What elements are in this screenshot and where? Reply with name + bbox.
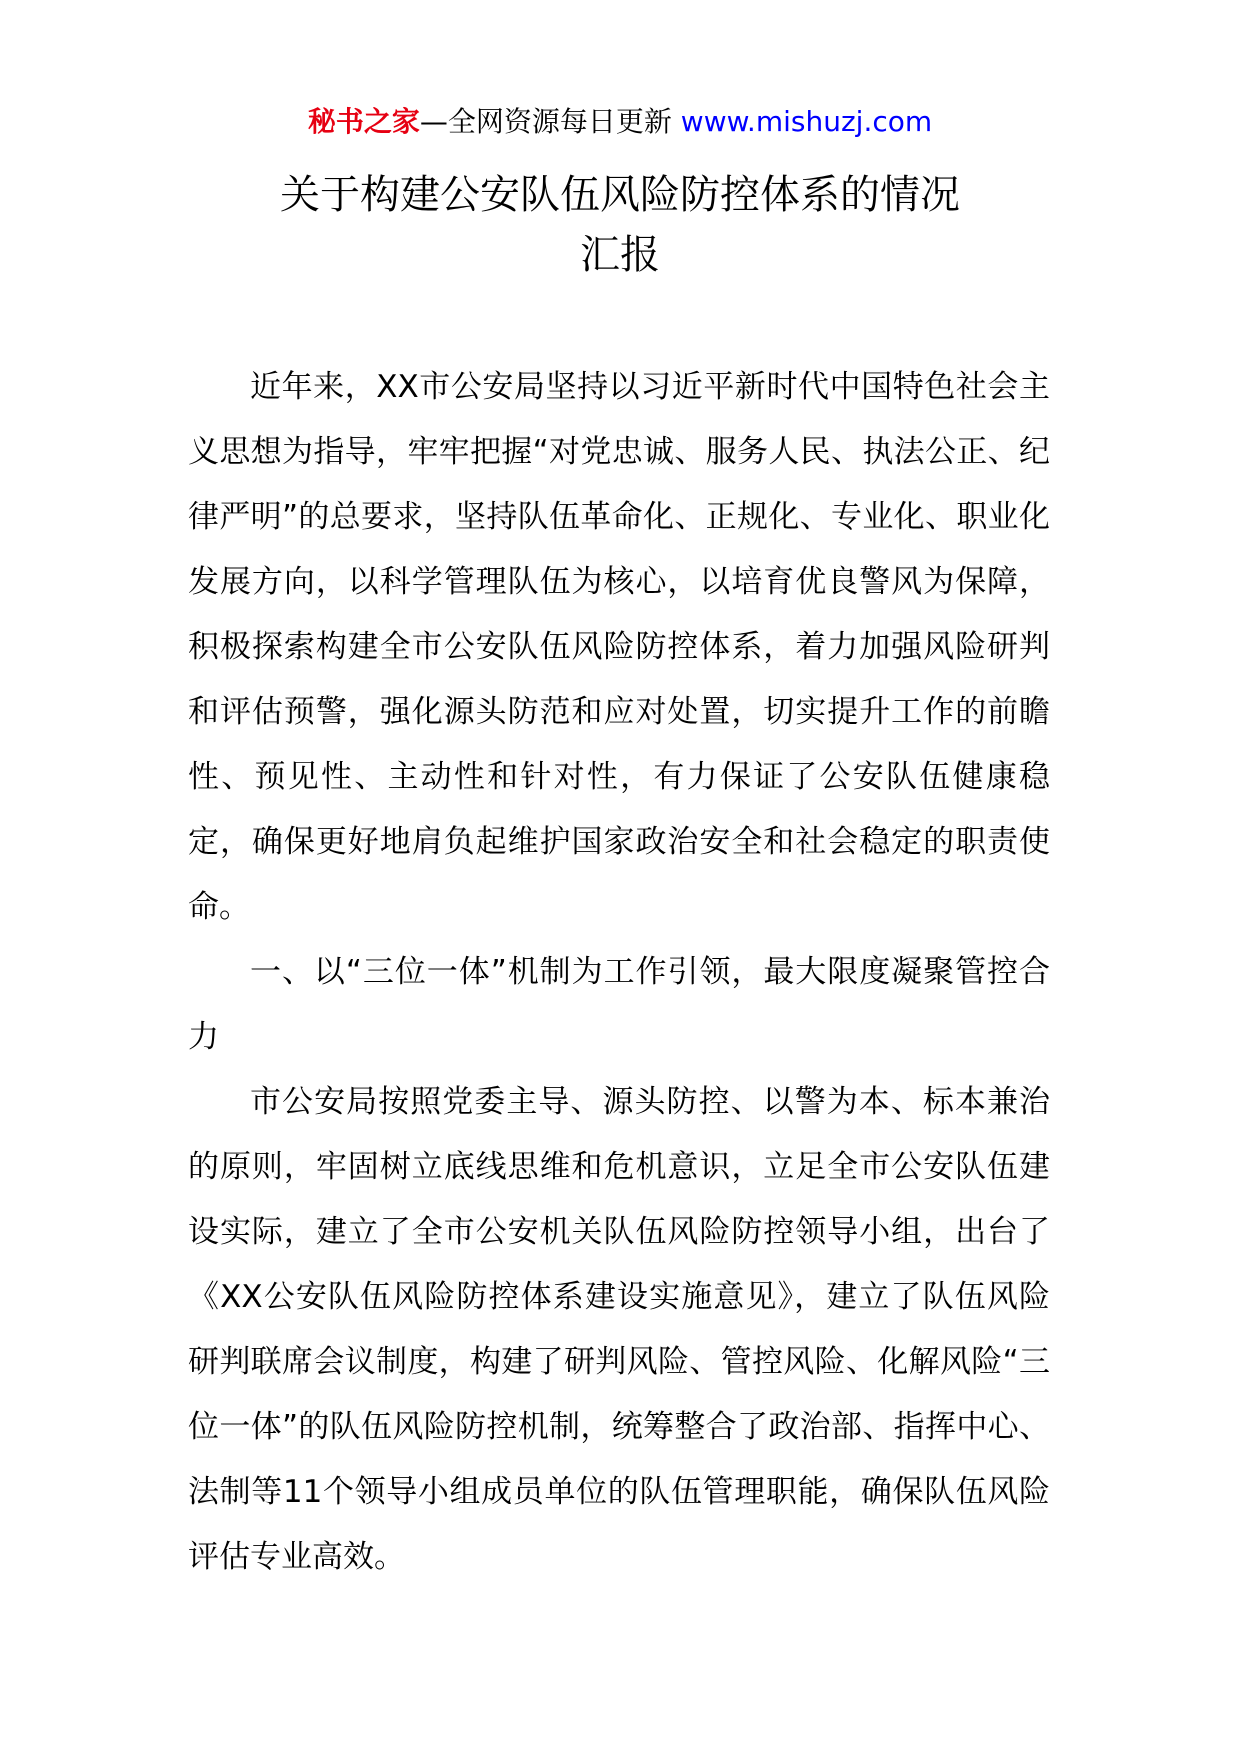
section-heading-1: 一、以“三位一体”机制为工作引领，最大限度凝聚管控合力 — [188, 954, 1050, 1055]
brand-name: 秘书之家 — [307, 105, 420, 138]
title-line-2: 汇报 — [580, 232, 660, 278]
title-line-1: 关于构建公安队伍风险防控体系的情况 — [280, 172, 960, 218]
body-paragraph-intro: 近年来，XX市公安局坚持以习近平新时代中国特色社会主义思想为指导，牢牢把握“对党忠诚、服务人民、执法公正、纪律严明”的总要求，坚持队伍革命化、正规化、专业化、职业化发展方向，以科学管理队伍为核心，以培育优良警风为保障，积极探索构建全市公安队伍风险防控体系，着力加强风险研判和评估预警，强化源头防范和应对处置，切实提升工作的前瞻性、预见性、主动性和针对性，有力保证了公安队伍健康稳定，确保更好地肩负起维护国家政治安全和社会稳定的职责使命。 — [188, 369, 1050, 925]
document-body — [188, 355, 1050, 1590]
site-url-link[interactable]: www.mishuzj.com — [680, 105, 933, 138]
body-paragraph-section-1: 市公安局按照党委主导、源头防控、以警为本、标本兼治的原则，牢固树立底线思维和危机意识，立足全市公安队伍建设实际，建立了全市公安机关队伍风险防控领导小组，出台了《XX公安队伍风险防控体系建设实施意见》，建立了队伍风险研判联席会议制度，构建了研判风险、管控风险、化解风险“三位一体”的队伍风险防控机制，统筹整合了政治部、指挥中心、法制等11个领导小组成员单位的队伍管理职能，确保队伍风险评估专业高效。 — [188, 1084, 1050, 1575]
banner-tagline: —全网资源每日更新 — [419, 105, 672, 138]
site-banner — [0, 102, 1240, 142]
document-title — [0, 165, 1240, 285]
